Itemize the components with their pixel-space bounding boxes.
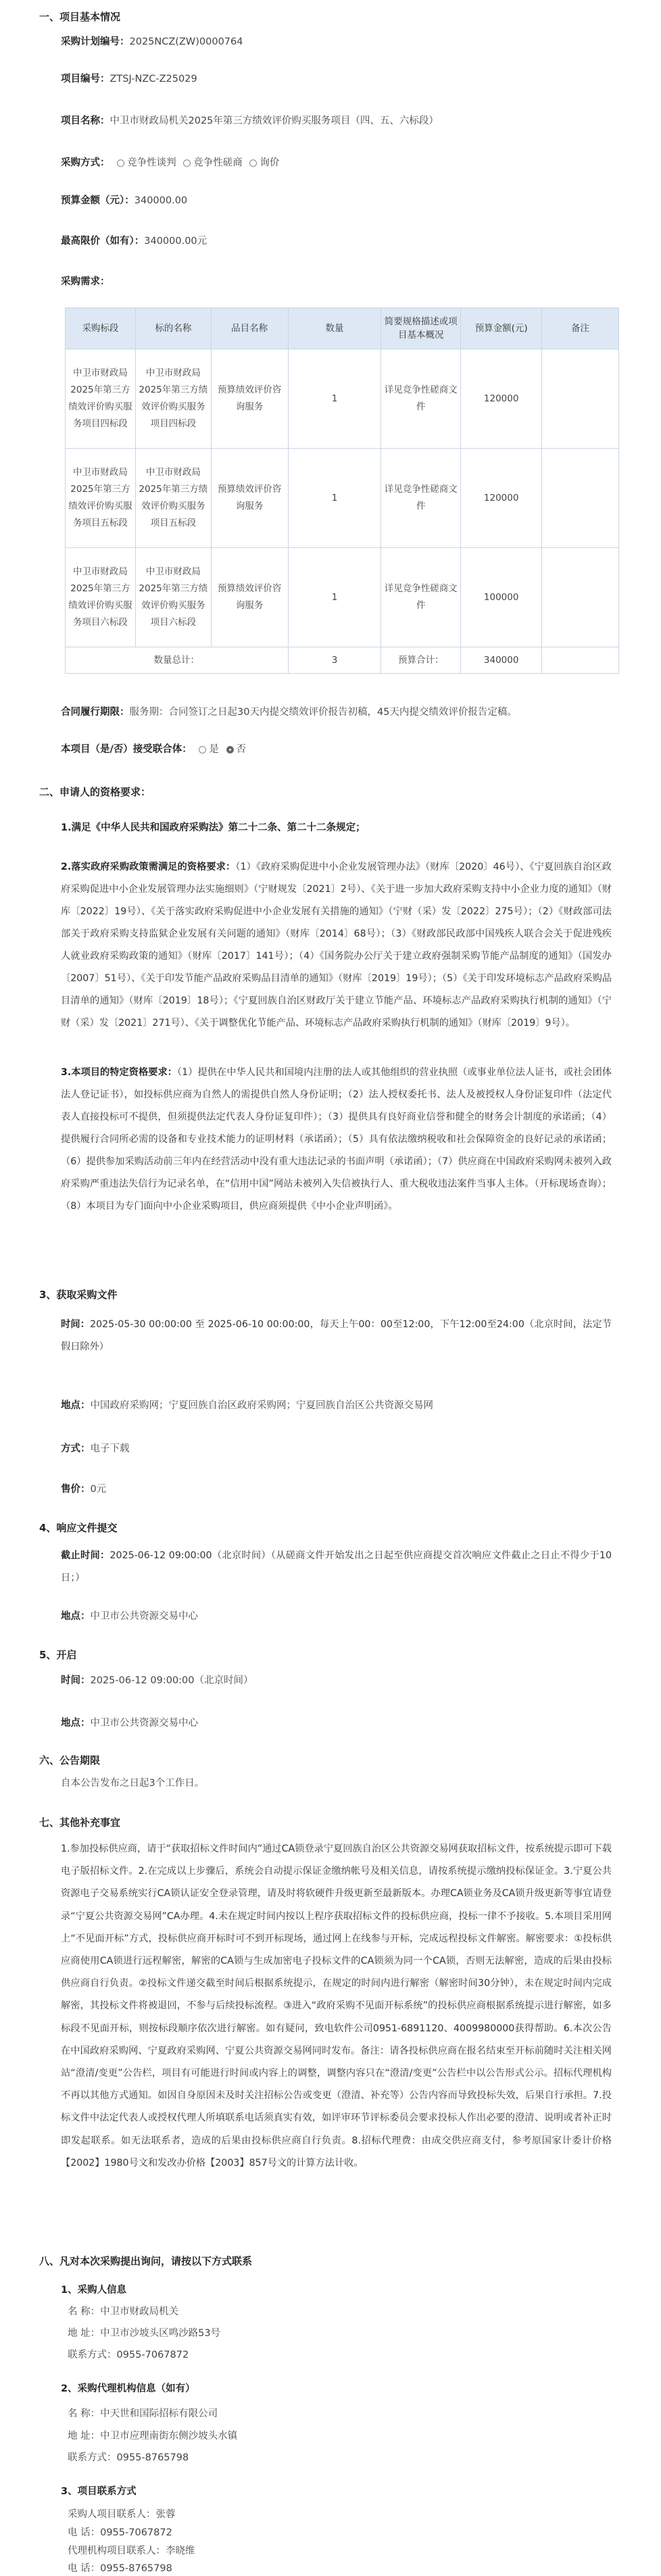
- project-phone-2-label: 电 话：: [68, 2563, 101, 2574]
- project-contact-person-label: 采购人项目联系人：: [68, 2509, 156, 2520]
- purchaser-address-label: 地 址：: [68, 2328, 101, 2339]
- header-cell: 采购标段: [66, 308, 136, 349]
- budget-label: 预算金额（元）：: [61, 195, 134, 206]
- opening-time-label: 时间：: [61, 1675, 91, 1686]
- purchaser-name-row: [68, 2304, 178, 2318]
- table-cell: [542, 548, 619, 647]
- project-number-row: [61, 71, 197, 85]
- section-6-title: 六、公告期限: [39, 1754, 101, 1766]
- purchaser-contact-label: 联系方式：: [68, 2350, 117, 2360]
- project-phone-2-row: [68, 2560, 172, 2575]
- table-cell: 中卫市财政局2025年第三方绩效评价购买服务项目六标段: [135, 548, 211, 647]
- project-contact-person-row: [68, 2506, 176, 2521]
- procurement-method-label: 采购方式：: [61, 157, 110, 168]
- deadline-row: [61, 1545, 612, 1589]
- obtain-place-value: 中国政府采购网；宁夏回族自治区政府采购网；宁夏回族自治区公共资源交易网: [90, 1400, 433, 1411]
- section-1-title: 一、项目基本情况: [39, 11, 121, 23]
- table-cell: 预算绩效评价咨询服务: [211, 449, 288, 548]
- header-cell: 标的名称: [135, 308, 211, 349]
- table-cell: 中卫市财政局2025年第三方绩效评价购买服务项目六标段: [66, 548, 136, 647]
- opening-time-row: [61, 1673, 253, 1687]
- purchaser-address-row: [68, 2325, 220, 2339]
- submit-place-row: [61, 1608, 198, 1623]
- price-row: [61, 1481, 106, 1495]
- qualification-1: 1.满足《中华人民共和国政府采购法》第二十二条、第二十二条规定；: [61, 822, 366, 833]
- table-cell: 100000: [461, 548, 542, 647]
- table-row: [66, 548, 619, 647]
- qualification-3-text: （1）提供在中华人民共和国境内注册的法人或其他组织的营业执照（或事业单位法人证书，或社会团体法人登记证书），如投标供应商为自然人的需提供自然人身份证明；（2）法人授权委托书、法人及被授权人身份证复印件（法定代表人直接投标可不提供，但须提供法定代表人身份证复印件）；（3）提供具有良好商业信誉和健全的财务会计制度的承诺函；（4）提供履行合同所必需的设备和专业技术能力的证明材料（承诺函）；（5）具有依法缴纳税收和社会保障资金的良好记录的承诺函；（6）提供参加采购活动前三年内在经营活动中没有重大违法记录的书面声明（承诺函）；（7）供应商在中国政府采购网未被列入政府采购严重违法失信行为记录名单，在“信用中国”网站未被列入失信被执行人、重大税收违法案件当事人主体。（开标现场查询）；（8）本项目为专门面向中小企业采购项目，供应商须提供《中小企业声明函》。: [61, 1067, 612, 1212]
- procurement-method-row: [61, 155, 279, 169]
- sum-empty-cell: [542, 647, 619, 674]
- project-number-label: 项目编号：: [61, 74, 110, 84]
- table-cell: 中卫市财政局2025年第三方绩效评价购买服务项目四标段: [135, 349, 211, 449]
- section-2-title: 二、申请人的资格要求：: [39, 786, 151, 798]
- agency-contact-label: 联系方式：: [68, 2452, 117, 2463]
- contract-period-value: 服务期：合同签订之日起30天内提交绩效评价报告初稿，45天内提交绩效评价报告定稿。: [129, 707, 517, 718]
- submit-place-label: 地点：: [61, 1611, 91, 1622]
- sum-qty-value: 3: [288, 647, 381, 674]
- qualification-2: [61, 856, 612, 1035]
- table-cell: 详见竞争性磋商文件: [381, 449, 461, 548]
- table-cell: 预算绩效评价咨询服务: [211, 548, 288, 647]
- opening-time-value: 2025-06-12 09:00:00（北京时间）: [90, 1675, 253, 1686]
- opening-place-row: [61, 1715, 198, 1729]
- agency-info-title: 2、采购代理机构信息（如有）: [61, 2383, 195, 2394]
- method-radio-2[interactable]: [183, 159, 191, 167]
- section-8-title: 八、凡对本次采购提出询问，请按以下方式联系: [39, 2255, 253, 2267]
- header-cell: 简要规格描述或项目基本概况: [381, 308, 461, 349]
- max-price-value: 340000.00元: [144, 236, 207, 247]
- agency-contact-person-row: [68, 2543, 195, 2557]
- project-phone-1-row: [68, 2525, 172, 2539]
- purchaser-name: 中卫市财政局机关: [100, 2306, 179, 2317]
- opening-place-value: 中卫市公共资源交易中心: [90, 1718, 198, 1729]
- deadline-value: 2025-06-12 09:00:00（北京时间）（从磋商文件开始发出之日起至供应商提交首次响应文件截止之日止不得少于10日；）: [61, 1550, 612, 1583]
- table-cell: 1: [288, 548, 381, 647]
- header-cell: 预算金额(元): [461, 308, 542, 349]
- purchaser-contact: 0955-7067872: [116, 2350, 189, 2360]
- sum-budget-value: 340000: [461, 647, 542, 674]
- table-row: [66, 349, 619, 449]
- table-cell: 详见竞争性磋商文件: [381, 349, 461, 449]
- plan-number-value: 2025NCZ(ZW)0000764: [129, 36, 243, 47]
- project-phone-1-label: 电 话：: [68, 2527, 101, 2538]
- table-cell: [542, 349, 619, 449]
- consortium-row: [61, 741, 246, 756]
- obtain-place-row: [61, 1397, 433, 1412]
- obtain-time-label: 时间：: [61, 1319, 91, 1330]
- purchaser-info-title: 1、采购人信息: [61, 2285, 127, 2296]
- max-price-row: [61, 233, 207, 247]
- table-cell: 120000: [461, 349, 542, 449]
- consortium-no-label: 否: [236, 744, 247, 755]
- max-price-label: 最高限价（如有）：: [61, 236, 145, 247]
- qualification-2-label: 2.落实政府采购政策需满足的资格要求：: [61, 862, 236, 872]
- plan-number-row: [61, 34, 243, 48]
- agency-address-row: [68, 2428, 237, 2442]
- agency-name-row: [68, 2406, 218, 2420]
- method-option-3: 询价: [260, 157, 280, 168]
- submit-place-value: 中卫市公共资源交易中心: [90, 1611, 198, 1622]
- contract-period-label: 合同履行期限：: [61, 707, 130, 718]
- table-cell: 1: [288, 449, 381, 548]
- obtain-way-label: 方式：: [61, 1443, 91, 1454]
- obtain-time-value: 2025-05-30 00:00:00 至 2025-06-10 00:00:00，每天上午00：00至12:00，下午12:00至24:00（北京时间，法定节假日除外）: [61, 1319, 612, 1352]
- project-number-value: ZTSJ-NZC-Z25029: [109, 74, 197, 84]
- header-cell: 数量: [288, 308, 381, 349]
- consortium-no-radio[interactable]: [226, 746, 234, 753]
- obtain-place-label: 地点：: [61, 1400, 91, 1411]
- method-radio-1[interactable]: [117, 159, 124, 167]
- supplementary-text: 1.参加投标供应商，请于“获取招标文件时间内”通过CA锁登录宁夏回族自治区公共资源交易网获取招标文件，按系统提示即可下载电子版招标文件。2.在完成以上步骤后，系统会自动提示保证金缴纳帐号及相关信息，请按系统提示缴纳投标保证金。3.宁夏公共资源电子交易系统实行CA锁认证安全登录管理，请及时将软硬件升级更新至最新版本。办理CA锁业务及CA锁升级更新等事宜请登录“宁夏公共资源交易网”CA办理。4.未在规定时间内按以上程序获取招标文件的投标供应商，投标一律不予接收。5.本项目采用网上“不见面开标”方式，投标供应商开标时可不到开标现场，通过网上在线参与开标，完成远程投标文件解密。解密要求：①投标供应商使用CA锁进行远程解密，解密的CA锁与生成加密电子投标文件的CA锁须为同一个CA锁，否则无法解密，造成的后果由投标供应商自行负责。②投标文件递交截至时间后根据系统提示，在规定的时间内进行解密（解密时间30分钟），未在规定时间内完成解密，其投标文件将被退回，不参与后续投标流程。③进入“政府采购不见面开标系统”的投标供应商根据系统提示进行解密，如多标段不见面开标，则按标段顺序依次进行解密。如有疑问，致电软件公司0951-6891120、4009980000获得帮助。6.本次公告在中国政府采购网、宁夏政府采购网、宁夏公共资源交易网同时发布。备注：请各投标供应商在报名结束至开标前随时关注相关网站“澄清/变更”公告栏，项目有可能进行时间或内容上的调整，调整内容只在“澄清/变更”公告栏中以公告形式公示。招标代理机构不再以其他方式通知。如因自身原因未及时关注招标公告或变更（澄清、补充等）公告内容而导致投标失效，后果自行承担。7.投标文件中法定代表人或授权代理人所填联系电话须真实有效，如评审环节评标委员会要求投标人作出必要的澄清、说明或者补正时即发起联系。如无法联系者，造成的后果由投标供应商自行负责。8.招标代理费：由成交供应商支付，参考原国家计委计价格【2002】1980号文和发改办价格【2003】857号文的计算方法计收。: [61, 1843, 612, 2169]
- agency-contact-person-label: 代理机构项目联系人：: [68, 2546, 166, 2556]
- header-cell: 备注: [542, 308, 619, 349]
- agency-contact-row: [68, 2450, 189, 2464]
- table-cell: 中卫市财政局2025年第三方绩效评价购买服务项目四标段: [66, 349, 136, 449]
- qualification-2-text: （1）《政府采购促进中小企业发展管理办法》（财库〔2020〕46号）、《宁夏回族自治区政府采购促进中小企业发展管理办法实施细则》（宁财规发〔2021〕2号）、《关于进一步加大政府采购支持中小企业力度的通知》（财库〔2022〕19号）、《关于落实政府采购促进中小企业发展有关措施的通知》（宁财（采）发〔2022〕275号）；（2）《财政部司法部关于政府采购支持监狱企业发展有关问题的通知》（财库〔2014〕68号）；（3）《财政部民政部中国残疾人联合会关于促进残疾人就业政府采购政策的通知》（财库〔2017〕141号）；（4）《国务院办公厅关于建立政府强制采购节能产品制度的通知》（国发办〔2007〕51号）、《关于印发节能产品政府采购品目清单的通知》（财库〔2019〕19号）；（5）《关于印发环境标志产品政府采购品目清单的通知》（财库〔2019〕18号）；《宁夏回族自治区财政厅关于建立节能产品、环境标志产品政府采购执行机制的通知》（宁财（采）发〔2021〕271号）、《关于调整优化节能产品、环境标志产品政府采购执行机制的通知》（财库〔2019〕9号）。: [61, 862, 612, 1029]
- project-contact-title: 3、项目联系方式: [61, 2486, 137, 2497]
- table-cell: 120000: [461, 449, 542, 548]
- price-label: 售价：: [61, 1484, 91, 1495]
- requirement-label: 采购需求：: [61, 276, 110, 287]
- section-4-title: 4、响应文件提交: [39, 1522, 118, 1534]
- sum-qty-label: 数量总计：: [66, 647, 289, 674]
- opening-place-label: 地点：: [61, 1718, 91, 1729]
- section-3-title: 3、获取采购文件: [39, 1289, 118, 1301]
- sum-budget-label: 预算合计：: [381, 647, 461, 674]
- table-summary-row: [66, 647, 619, 674]
- requirement-table: [65, 307, 619, 674]
- obtain-time-row: [61, 1314, 612, 1358]
- section-7-title: 七、其他补充事宜: [39, 1816, 121, 1829]
- consortium-yes-radio[interactable]: [199, 746, 206, 753]
- project-name-label: 项目名称：: [61, 116, 110, 126]
- budget-value: 340000.00: [134, 195, 188, 206]
- obtain-way-value: 电子下载: [90, 1443, 130, 1454]
- purchaser-contact-row: [68, 2347, 189, 2361]
- method-option-2: 竞争性磋商: [193, 157, 243, 168]
- table-cell: 1: [288, 349, 381, 449]
- table-header-row: [66, 308, 619, 349]
- project-contact-person: 张蓉: [155, 2509, 176, 2520]
- obtain-way-row: [61, 1441, 130, 1455]
- plan-number-label: 采购计划编号：: [61, 36, 130, 47]
- price-value: 0元: [90, 1484, 107, 1495]
- section-5-title: 5、开启: [39, 1649, 77, 1661]
- budget-row: [61, 193, 187, 207]
- consortium-yes-label: 是: [209, 744, 219, 755]
- method-radio-3[interactable]: [249, 159, 257, 167]
- method-option-1: 竞争性谈判: [127, 157, 176, 168]
- agency-contact: 0955-8765798: [116, 2452, 189, 2463]
- announcement-period: 自本公告发布之日起3个工作日。: [61, 1778, 205, 1789]
- project-phone-1: 0955-7067872: [100, 2527, 172, 2538]
- agency-name: 中天世和国际招标有限公司: [100, 2408, 218, 2419]
- project-name-row: [61, 113, 439, 127]
- consortium-label: 本项目（是/否）接受联合体：: [61, 744, 192, 755]
- table-cell: 详见竞争性磋商文件: [381, 548, 461, 647]
- project-phone-2: 0955-8765798: [100, 2563, 172, 2574]
- agency-contact-person: 李晓维: [166, 2546, 195, 2556]
- agency-address: 中卫市应理南街东侧沙坡头水镇: [100, 2431, 238, 2442]
- agency-name-label: 名 称：: [68, 2408, 101, 2419]
- header-cell: 品目名称: [211, 308, 288, 349]
- qualification-3: [61, 1062, 612, 1218]
- agency-address-label: 地 址：: [68, 2431, 101, 2442]
- deadline-label: 截止时间：: [61, 1550, 110, 1561]
- table-cell: 中卫市财政局2025年第三方绩效评价购买服务项目五标段: [66, 449, 136, 548]
- table-cell: 预算绩效评价咨询服务: [211, 349, 288, 449]
- table-cell: [542, 449, 619, 548]
- qualification-3-label: 3.本项目的特定资格要求：: [61, 1067, 178, 1078]
- purchaser-address: 中卫市沙坡头区鸣沙路53号: [100, 2328, 221, 2339]
- purchaser-name-label: 名 称：: [68, 2306, 101, 2317]
- table-row: [66, 449, 619, 548]
- table-cell: 中卫市财政局2025年第三方绩效评价购买服务项目五标段: [135, 449, 211, 548]
- contract-period-row: [61, 704, 517, 718]
- project-name-value: 中卫市财政局机关2025年第三方绩效评价购买服务项目（四、五、六标段）: [109, 116, 439, 126]
